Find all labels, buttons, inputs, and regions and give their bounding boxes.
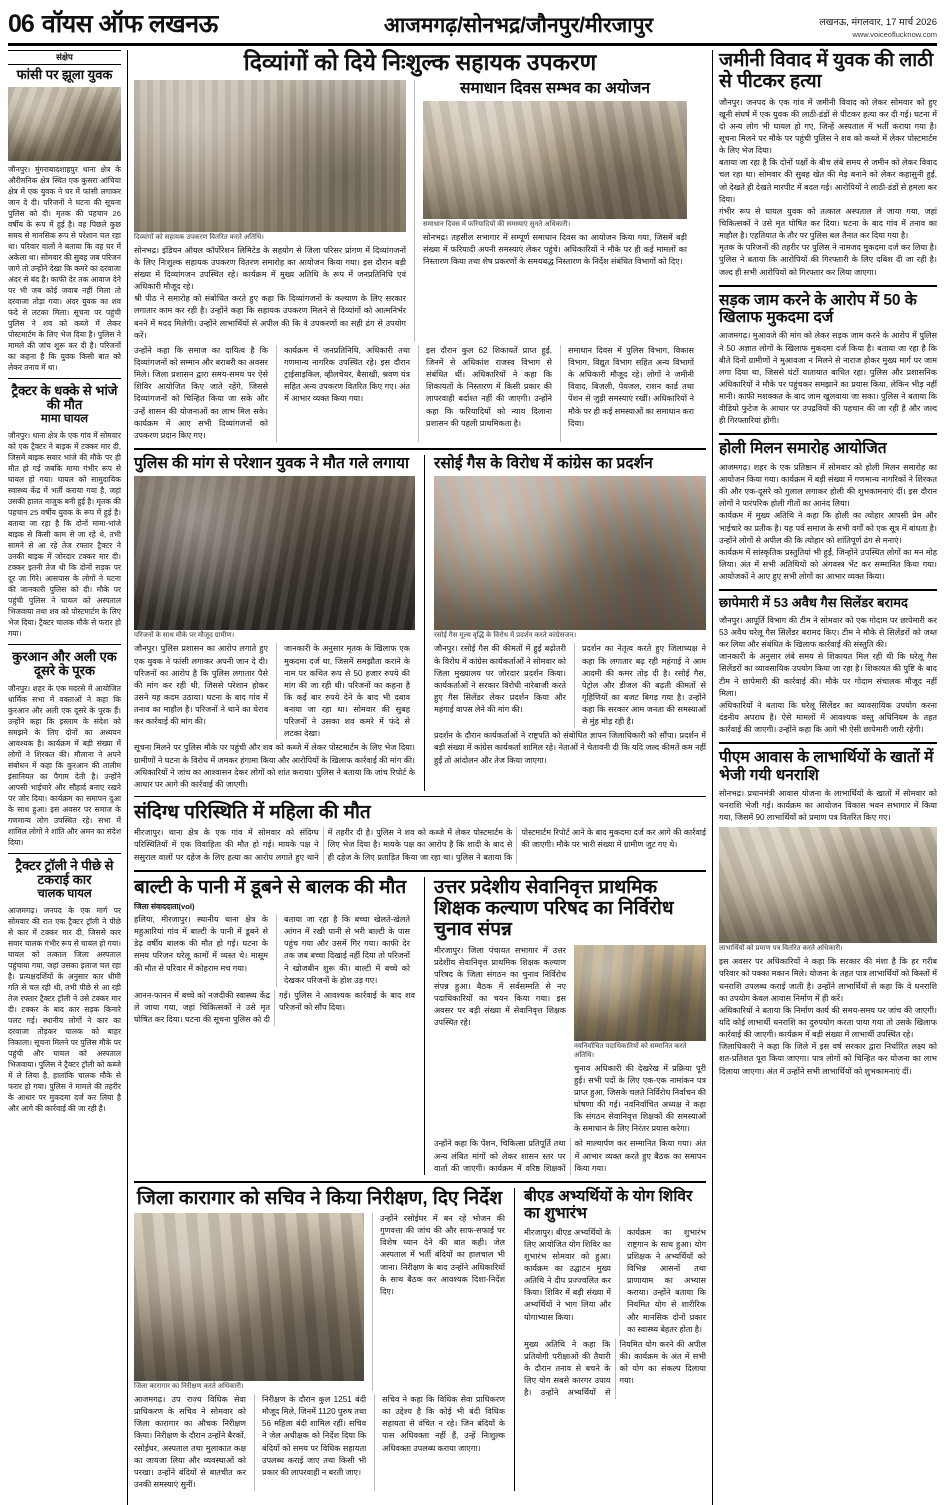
article-photo bbox=[8, 87, 121, 161]
jail-body-2: निरीक्षण के दौरान कुल 1251 बंदी मौजूद मिले, जिनमें 1120 पुरुष तथा 56 महिला बंदी शामिल रहीं। सचिव ने जेल अधीक्षक को निर्देश दिया कि बंदियों को समय पर विधिक सहायता उपलब्ध कराई जाए तथा किसी भी प्रकार की लापरवाही न बरती जाए। bbox=[262, 1395, 367, 1477]
road-body: आजमगढ़। मुआवजे की मांग को लेकर सड़क जाम करने के आरोप में पुलिस ने 50 अज्ञात लोगों के खिलाफ मुकदमा दर्ज किया है। बताया जा रहा है कि बीते दिनों ग्रामीणों ने मुआवजा न मिलने से नाराज होकर मुख्य मार्ग पर जाम लगा दिया था, जिससे घंटों यातायात बाधित रहा। पुलिस और प्रशासनिक अधिकारियों ने मौके पर पहुंचकर समझाने का प्रयास किया, लेकिन भीड़ नहीं मानी। काफी मशक्कत के बाद जाम खुलवाया जा सका। पुलिस ने बताया कि वीडियो फुटेज के आधार पर उपद्रवियों की पहचान की जा रही है और जल्द ही गिरफ्तारियां होंगी। bbox=[719, 331, 937, 426]
awas-body-3: अधिकारियों ने बताया कि निर्माण कार्य की समय-समय पर जांच की जाएगी। यदि कोई लाभार्थी धनराशि का दुरुपयोग करता पाया गया तो उसके खिलाफ कार्रवाई की जाएगी। कार्यक्रम में बड़ी संख्या में लाभार्थी उपस्थित रहे। bbox=[719, 1005, 937, 1040]
headline: ट्रैक्टर ट्रॉली ने पीछे से टकराई कार bbox=[15, 857, 114, 888]
headline: ट्रैक्टर के धक्के से भांजे की मौत bbox=[11, 382, 118, 413]
subheadline: चालक घायल bbox=[37, 887, 92, 900]
bed-body-3: मुख्य अतिथि ने कहा कि प्रतियोगी परीक्षाओं की तैयारी के दौरान तनाव से बचने के लिए योग सबसे कारगर उपाय है। उन्होंने अभ्यर्थियों से नियमित योग करने की अपील की। कार्यक्रम के अंत में सभी को योग का संकल्प दिलाया गया। bbox=[524, 1339, 706, 1398]
awas-body-4: जिलाधिकारी ने कहा कि जिले में इस वर्ष सरकार द्वारा निर्धारित लक्ष्य को शत-प्रतिशत पूरा किया जाएगा। पात्र लोगों को चिन्हित कर योजना का लाभ दिलाया जाएगा। अंत में उन्होंने सभी लाभार्थियों को शुभकामनाएं दीं। bbox=[719, 1042, 937, 1076]
bed-body-2: कार्यक्रम का शुभारंभ राष्ट्रगान के साथ हुआ। योग प्रशिक्षक ने अभ्यर्थियों को विभिन्न आसनों तथा प्राणायाम का अभ्यास कराया। उन्होंने बताया कि नियमित योग से शारीरिक और मानसिक दोनों प्रकार का स्वास्थ्य बेहतर होता है। bbox=[626, 1227, 706, 1334]
headline-bucket-drown: बाल्टी के पानी में डूबने से बालक की मौत bbox=[134, 876, 407, 898]
gas-body-3: प्रदर्शन के दौरान कार्यकर्ताओं ने राष्ट्रपति को संबोधित ज्ञापन जिलाधिकारी को सौंपा। प्रदर्शन में बड़ी संख्या में कांग्रेस कार्यकर्ता शामिल रहे। नेताओं ने चेतावनी दी कि यदि जल्द कीमतें कम नहीं हुईं तो आंदोलन और तेज किया जाएगा। bbox=[434, 731, 706, 765]
article-trolley-car bbox=[8, 859, 121, 1114]
headline-jail-inspection: जिला कारागार को सचिव ने किया निरीक्षण, दिए निर्देश bbox=[136, 1187, 503, 1209]
article-body: जौनपुर। मुंगराबादशाहपुर थाना क्षेत्र के औरीमनिक क्षेत्र स्थित एक कुसरा आंचिया क्षेत्र में एक युवक ने घर में फांसी लगाकर जान दे दी। परिजनों ने घटना की सूचना पुलिस को दी। मृतक की पहचान 26 वर्षीय के रूप में हुई है। वह पिछले कुछ समय से मानसिक रूप से परेशान चल रहा था। परिवार वालों ने बताया कि वह घर में अकेला था। सोमवार की सुबह जब परिजन जागे तो उन्होंने देखा कि कमरे का दरवाजा अंदर से बंद है। काफी देर तक आवाज देने पर भी जब कोई जवाब नहीं मिला तो दरवाजा तोड़ा गया। अंदर युवक का शव फंदे से लटका मिला। सूचना पर पहुंची पुलिस ने शव को कब्जे में लेकर पोस्टमार्टम के लिए भेज दिया है। पुलिस ने मामले की जांच शुरू कर दी है। परिजनों का कहना है कि युवक किसी बात को लेकर तनाव में था। bbox=[8, 164, 121, 372]
samadhan-body-2: इस दौरान कुल 62 शिकायतें प्राप्त हुईं, जिनमें से अधिकांश राजस्व विभाग से संबंधित थीं। अधिकारियों ने कहा कि शिकायतों के निस्तारण में किसी प्रकार की लापरवाही बर्दाश्त नहीं की जाएगी। उन्होंने कहा कि फरियादियों को न्याय दिलाना प्रशासन की पहली प्राथमिकता है। bbox=[426, 345, 552, 428]
headline: होली मिलन समारोह आयोजित bbox=[719, 440, 887, 458]
bed-body-1: मीरजापुर। बीएड अभ्यर्थियों के लिए आयोजित योग शिविर का शुभारंभ सोमवार को हुआ। कार्यक्रम का उद्घाटन मुख्य अतिथि ने दीप प्रज्ज्वलित कर किया। शिविर में बड़ी संख्या में अभ्यर्थियों ने भाग लिया और योगाभ्यास किया। bbox=[524, 1227, 611, 1322]
teacher-body-2: चुनाव अधिकारी की देखरेख में प्रक्रिया पूरी हुई। सभी पदों के लिए एक-एक नामांकन पत्र प्राप्त हुआ, जिसके चलते निर्विरोध निर्वाचन की घोषणा की गई। नवनिर्वाचित अध्यक्ष ने कहा कि संगठन सेवानिवृत्त शिक्षकों की समस्याओं के समाधान के लिए निरंतर प्रयास करेगा। bbox=[574, 1063, 706, 1134]
land-body-2: बताया जा रहा है कि दोनों पक्षों के बीच लंबे समय से जमीन को लेकर विवाद चल रहा था। सोमवार की सुबह खेत की मेड़ बनाने को लेकर कहासुनी हुई, जो देखते ही देखते मारपीट में बदल गई। आरोपियों ने लाठी-डंडों से हमला कर दिया। bbox=[719, 158, 937, 204]
police-body-3: सूचना मिलने पर पुलिस मौके पर पहुंची और शव को कब्जे में लेकर पोस्टमार्टम के लिए भेज दिया। ग्रामीणों ने घटना के विरोध में जमकर हंगामा किया और आरोपियों के खिलाफ कार्रवाई की मांग की। अधिकारियों ने जांच का आश्वासन देकर लोगों को शांत कराया। पुलिस ने बताया कि जांच रिपोर्ट के आधार पर आगे की कार्रवाई की जाएगी। bbox=[134, 743, 415, 789]
headline: सड़क जाम करने के आरोप में 50 के खिलाफ मुकदमा दर्ज bbox=[719, 291, 917, 326]
jail-body-3: उन्होंने रसोईघर में बन रहे भोजन की गुणवत्ता की जांच की और साफ-सफाई पर विशेष ध्यान देने की बात कही। जेल अस्पताल में भर्ती बंदियों का हालचाल भी जाना। निरीक्षण के बाद उन्होंने अधिकारियों के साथ बैठक कर आवश्यक दिशा-निर्देश दिए। bbox=[380, 1214, 505, 1296]
samadhan-body-1: सोनभद्र। तहसील सभागार में सम्पूर्ण समाधान दिवस का आयोजन किया गया, जिसमें बड़ी संख्या में फरियादी अपनी समस्याएं लेकर पहुंचे। अधिकारियों ने मौके पर ही कई मामलों का निस्तारण किया तथा शेष प्रकरणों के समयबद्ध निस्तारण के निर्देश संबंधित विभागों को दिए। bbox=[423, 233, 687, 267]
headline-woman-death: संदिग्ध परिस्थिति में महिला की मौत bbox=[134, 802, 371, 824]
teacher-photo bbox=[574, 945, 706, 1041]
masthead-left bbox=[8, 6, 218, 40]
cylinder-body-1: जौनपुर। आपूर्ति विभाग की टीम ने सोमवार को एक गोदाम पर छापेमारी कर 53 अवैध घरेलू गैस सिलेंडर बरामद किए। टीम ने मौके से सिलेंडरों को जब्त कर लिया और संबंधित के खिलाफ कार्रवाई की संस्तुति की। bbox=[719, 615, 937, 650]
teacher-body-1: मीरजापुर। जिला पंचायत सभागार में उत्तर प्रदेशीय सेवानिवृत्त प्राथमिक शिक्षक कल्याण परिषद के जिला संगठन का चुनाव निर्विरोध संपन्न हुआ। बैठक में सर्वसम्मति से नए पदाधिकारियों का चयन किया गया। इस अवसर पर बड़ी संख्या में सेवानिवृत्त शिक्षक उपस्थित रहे। bbox=[434, 945, 566, 1028]
lead-body-1: सोनभद्र। इंडियन ऑयल कॉर्पोरेशन लिमिटेड के सहयोग से जिला परिसर प्रांगण में दिव्यांगजनों के लिए निःशुल्क सहायक उपकरण वितरण समारोह का आयोजन किया गया। इस दौरान बड़ी संख्या में दिव्यांगजन उपस्थित रहे। कार्यक्रम में मुख्य अतिथि के रूप में जनप्रतिनिधि एवं अधिकारी मौजूद रहे। bbox=[134, 245, 406, 292]
headline: जमीनी विवाद में युवक की लाठी से पीटकर हत्या bbox=[719, 50, 934, 93]
gas-photo bbox=[434, 476, 706, 630]
subheadline: मामा घायल bbox=[40, 412, 89, 425]
cylinder-body-2: जानकारी के अनुसार लंबे समय से शिकायत मिल रही थी कि घरेलू गैस सिलेंडरों का व्यावसायिक उपयोग किया जा रहा है। शिकायत की पुष्टि के बाद टीम ने छापेमारी की कार्रवाई की। मौके पर गोदाम संचालक मौजूद नहीं मिला। bbox=[719, 652, 937, 698]
masthead-right bbox=[819, 17, 937, 40]
website-url[interactable]: www.voiceoflucknow.com bbox=[852, 29, 937, 39]
land-body-1: जौनपुर। जनपद के एक गांव में जमीनी विवाद को लेकर सोमवार को हुए खूनी संघर्ष में एक युवक की लाठी-डंडों से पीटकर हत्या कर दी गई। घटना में दो अन्य लोग भी घायल हो गए, जिन्हें अस्पताल में भर्ती कराया गया है। सूचना मिलने पर मौके पर पहुंची पुलिस ने शव को कब्जे में लेकर पोस्टमार्टम के लिए भेज दिया। bbox=[719, 97, 937, 156]
teacher-photo-caption: नवनिर्वाचित पदाधिकारियों को सम्मानित करते अतिथि। bbox=[574, 1042, 687, 1059]
article-land-dispute-murder bbox=[719, 50, 937, 279]
edition-line: आजमगढ़/सोनभद्र/जौनपुर/मीरजापुर bbox=[383, 14, 654, 37]
article-body: आजमगढ़। जनपद के एक मार्ग पर सोमवार की रात एक ट्रैक्टर ट्रॉली ने पीछे से कार में टक्कर मार दी, जिससे कार सवार चालक गंभीर रूप से घायल हो गया। घायल को तत्काल जिला अस्पताल पहुंचाया गया, जहां उसका इलाज चल रहा है। प्रत्यक्षदर्शियों के अनुसार कार धीमी गति से चल रही थी, तभी पीछे से आ रही तेज रफ्तार ट्रैक्टर ट्रॉली ने उसे टक्कर मार दी। टक्कर के बाद कार सड़क किनारे पलट गई। स्थानीय लोगों ने कार का दरवाजा तोड़कर चालक को बाहर निकाला। सूचना मिलने पर पुलिस मौके पर पहुंची और घायल को अस्पताल भिजवाया। पुलिस ने ट्रैक्टर ट्रॉली को कब्जे में ले लिया है, हालांकि चालक मौके से फरार हो गया। पुलिस ने मामले की तहरीर के आधार पर मुकदमा दर्ज कर लिया है और आगे की कार्रवाई की जा रही है। bbox=[8, 905, 121, 1113]
land-body-3: गंभीर रूप से घायल युवक को तत्काल अस्पताल ले जाया गया, जहां चिकित्सकों ने उसे मृत घोषित कर दिया। घटना के बाद गांव में तनाव का माहौल है। एहतियात के तौर पर पुलिस बल तैनात कर दिया गया है। bbox=[719, 206, 937, 241]
article-holi-milan bbox=[719, 440, 937, 583]
jail-photo bbox=[134, 1213, 364, 1381]
bucket-body-3: आनन-फानन में बच्चे को नजदीकी स्वास्थ्य केंद्र ले जाया गया, जहां चिकित्सकों ने उसे मृत घोषित कर दिया। घटना की सूचना पुलिस को दी गई। पुलिस ने आवश्यक कार्रवाई के बाद शव परिजनों को सौंप दिया। bbox=[134, 990, 415, 1025]
samadhan-body-3: समाधान दिवस में पुलिस विभाग, विकास विभाग, विद्युत विभाग सहित अन्य विभागों के अधिकारी मौजूद रहे। लोगों ने जमीनी विवाद, बिजली, पेयजल, राशन कार्ड तथा पेंशन से जुड़ी समस्याएं रखीं। अधिकारियों ने मौके पर ही कई समस्याओं का समाधान करा दिया। bbox=[568, 345, 694, 428]
article-hanging-youth bbox=[8, 68, 121, 373]
column-left bbox=[8, 50, 128, 1505]
police-photo bbox=[134, 476, 415, 630]
lead-photo bbox=[134, 80, 406, 232]
paper-name: वॉयस ऑफ लखनऊ bbox=[41, 10, 218, 38]
article-body: जौनपुर। शहर के एक मदरसे में आयोजित धार्मिक सभा में वक्ताओं ने कहा कि कुरआन और अली एक दूसरे के पूरक हैं। उन्होंने कहा कि इस्लाम के संदेश को समझने के लिए दोनों का अध्ययन आवश्यक है। कार्यक्रम में बड़ी संख्या में लोगों ने शिरकत की। मौलाना ने अपने संबोधन में कहा कि कुरआन की तालीम इंसानियत का पैगाम देती है। उन्होंने आपसी भाईचारे और सौहार्द बनाए रखने पर जोर दिया। कार्यक्रम का समापन दुआ के साथ हुआ। इस अवसर पर समाज के गणमान्य लोग उपस्थित रहे। सभा में शामिल लोगों ने शांति और अमन का संदेश दिया। bbox=[8, 683, 121, 847]
masthead bbox=[8, 6, 937, 46]
headline: फांसी पर झूला युवक bbox=[16, 67, 113, 82]
article-body: जौनपुर। थाना क्षेत्र के एक गांव में सोमवार को एक ट्रैक्टर ने बाइक में टक्कर मार दी, जिसमें बाइक सवार भांजे की मौके पर ही मौत हो गई जबकि मामा गंभीर रूप से घायल हो गया। घायल को सामुदायिक स्वास्थ्य केंद्र में भर्ती कराया गया है, जहां उसकी हालत नाजुक बनी हुई है। मृतक की पहचान 25 वर्षीय युवक के रूप में हुई है। बताया जा रहा है कि दोनों मामा-भांजे बाइक से किसी काम से जा रहे थे, तभी सामने से आ रहे तेज रफ्तार ट्रैक्टर ने उनकी बाइक में जोरदार टक्कर मार दी। टक्कर इतनी तेज थी कि दोनों सड़क पर दूर जा गिरे। आसपास के लोगों ने घटना की जानकारी पुलिस को दी। मौके पर पहुंची पुलिस ने घायल को अस्पताल भिजवाया तथा शव को पोस्टमार्टम के लिए भेज दिया। ट्रैक्टर चालक मौके से फरार हो गया। bbox=[8, 430, 121, 638]
awas-body-2: इस अवसर पर अधिकारियों ने कहा कि सरकार की मंशा है कि हर गरीब परिवार को पक्का मकान मिले। योजना के तहत पात्र लाभार्थियों को किस्तों में धनराशि उपलब्ध कराई जाती है। उन्होंने लाभार्थियों से कहा कि वे धनराशि का उपयोग केवल आवास निर्माण में ही करें। bbox=[719, 957, 937, 1003]
headline: दिव्यांगों को दिये निःशुल्क सहायक उपकरण bbox=[243, 49, 597, 75]
awas-photo-caption: लाभार्थियों को प्रमाण पत्र वितरित करते अधिकारी। bbox=[719, 945, 843, 953]
headline-teacher-council: उत्तर प्रदेशीय सेवानिवृत्त प्राथमिक शिक्षक कल्याण परिषद का निर्विरोध चुनाव संपन्न bbox=[434, 876, 674, 941]
article-quran-ali bbox=[8, 650, 121, 848]
lead-body-3: उन्होंने कहा कि समाज का दायित्व है कि दिव्यांगजनों को सम्मान और बराबरी का अवसर मिले। जिला प्रशासन द्वारा समय-समय पर ऐसे शिविर आयोजित किए जाते रहेंगे, जिससे दिव्यांगजनों को चिन्हित किया जा सके और उन्हें शासन की योजनाओं का लाभ मिल सके। कार्यक्रम में आए सभी दिव्यांगजनों को उपकरण प्रदान किए गए। bbox=[134, 345, 268, 440]
page-grid bbox=[8, 50, 937, 1505]
gas-body-2: प्रदर्शन का नेतृत्व करते हुए जिलाध्यक्ष ने कहा कि लगातार बढ़ रही महंगाई ने आम आदमी की कमर तोड़ दी है। रसोई गैस, पेट्रोल और डीजल की बढ़ती कीमतों से गृहिणियों का बजट बिगड़ गया है। उन्होंने कहा कि सरकार आम जनता की समस्याओं से मुंह मोड़ रही है। bbox=[581, 644, 706, 727]
column-main bbox=[128, 50, 713, 1505]
lead-photo-caption: दिव्यांगों को सहायक उपकरण वितरित करते अतिथि। bbox=[134, 233, 264, 241]
land-body-4: मृतक के परिजनों की तहरीर पर पुलिस ने नामजद मुकदमा दर्ज कर लिया है। पुलिस ने बताया कि आरोपियों की गिरफ्तारी के लिए दबिश दी जा रही है। जल्द ही सभी आरोपियों को गिरफ्तार कर लिया जाएगा। bbox=[719, 243, 937, 277]
headline: कुरआन और अली एक दूसरे के पूरक bbox=[12, 648, 117, 679]
awas-photo bbox=[719, 827, 937, 943]
headline: पीएम आवास के लाभार्थियों के खातों में भेजी गयी धनराशि bbox=[719, 749, 934, 784]
article-pm-awas-funds bbox=[719, 749, 937, 1078]
article-road-block-case bbox=[719, 292, 937, 428]
bucket-byline: जिला संवाददाता(vol) bbox=[134, 902, 195, 911]
jail-body-4: सचिव ने कहा कि विधिक सेवा प्राधिकरण का उद्देश्य है कि कोई भी बंदी विधिक सहायता से वंचित न रहे। जिन बंदियों के पास अधिवक्ता नहीं हैं, उन्हें निःशुल्क अधिवक्ता उपलब्ध कराया जाएगा। bbox=[382, 1395, 505, 1453]
article-woman-death bbox=[134, 802, 706, 864]
brief-kicker: संक्षेप bbox=[8, 50, 121, 65]
police-body-1: जौनपुर। पुलिस प्रशासन का आरोप लगाते हुए एक युवक ने फांसी लगाकर अपनी जान दे दी। परिजनों का आरोप है कि पुलिस लगातार पैसे की मांग कर रही थी, जिससे परेशान होकर उसने यह कदम उठाया। घटना के बाद गांव में तनाव का माहौल है। परिजनों ने थाने का घेराव कर कार्रवाई की मांग की। bbox=[134, 644, 268, 727]
police-photo-caption: परिजनों के साथ मौके पर मौजूद ग्रामीण। bbox=[134, 632, 235, 640]
teacher-body-3: उन्होंने कहा कि पेंशन, चिकित्सा प्रतिपूर्ति तथा अन्य लंबित मांगों को लेकर शासन स्तर पर वार्ता की जाएगी। कार्यक्रम में वरिष्ठ शिक्षकों को माल्यार्पण कर सम्मानित किया गया। अंत में आभार व्यक्त करते हुए बैठक का समापन किया गया। bbox=[434, 1139, 706, 1173]
place-date: लखनऊ, मंगलवार, 17 मार्च 2026 bbox=[819, 17, 937, 29]
jail-body-1: आजमगढ़। उप राज्य विधिक सेवा प्राधिकरण के सचिव ने सोमवार को जिला कारागार का औचक निरीक्षण किया। निरीक्षण के दौरान उन्होंने बैरकों, रसोईघर, अस्पताल तथा मुलाकात कक्ष का जायजा लिया और व्यवस्थाओं को परखा। उन्होंने बंदियों से बातचीत कर उनकी समस्याएं सुनीं। bbox=[134, 1395, 247, 1490]
cylinder-body-3: अधिकारियों ने बताया कि घरेलू सिलेंडर का व्यावसायिक उपयोग करना दंडनीय अपराध है। ऐसे मामलों में आवश्यक वस्तु अधिनियम के तहत कार्रवाई की जाएगी। उन्होंने कहा कि आगे भी ऐसी छापेमारी जारी रहेगी। bbox=[719, 700, 937, 735]
samadhan-photo bbox=[423, 101, 687, 219]
headline-bed-yoga: बीएड अभ्यर्थियों के योग शिविर का शुभारंभ bbox=[524, 1187, 693, 1223]
headline-police-suicide: पुलिस की मांग से परेशान युवक ने मौत गले लगाया bbox=[134, 455, 409, 472]
article-tractor-death bbox=[8, 384, 121, 639]
gas-photo-caption: रसोई गैस मूल्य वृद्धि के विरोध में प्रदर्शन करते कांग्रेसजन। bbox=[434, 632, 577, 640]
article-divyang-equipment bbox=[134, 50, 706, 442]
samadhan-photo-caption: समाधान दिवस में फरियादियों की समस्याएं सुनते अधिकारी। bbox=[423, 221, 571, 229]
holi-body-1: आजमगढ़। शहर के एक प्रतिष्ठान में सोमवार को होली मिलन समारोह का आयोजन किया गया। कार्यक्रम में बड़ी संख्या में गणमान्य नागरिकों ने शिरकत की और एक-दूसरे को गुलाल लगाकर होली की शुभकामनाएं दीं। इस दौरान लोगों ने पारंपरिक होली गीतों का आनंद लिया। bbox=[719, 462, 937, 509]
page-number: 06 bbox=[8, 10, 34, 38]
bucket-body-1: हलिया, मीरजापुर। स्थानीय थाना क्षेत्र के महुआरियां गांव में बाल्टी के पानी में डूबने से डेढ़ वर्षीय बालक की मौत हो गई। घटना के समय परिजन घरेलू कामों में व्यस्त थे। मासूम की मौत से परिवार में कोहराम मच गया। bbox=[134, 915, 268, 973]
lead-body-2: श्री पीठ ने समारोह को संबोधित करते हुए कहा कि दिव्यांगजनों के कल्याण के लिए सरकार लगातार काम कर रही है। उन्होंने कहा कि सहायक उपकरण मिलने से दिव्यांगों को आत्मनिर्भर बनने में मदद मिलेगी। उन्होंने लाभार्थियों से अपील की कि वे उपकरणों का सही ढंग से उपयोग करें। bbox=[134, 294, 406, 340]
police-body-2: जानकारी के अनुसार मृतक के खिलाफ एक मुकदमा दर्ज था, जिसमें समझौता कराने के नाम पर कथित रूप से 50 हजार रुपये की मांग की जा रही थी। परिजनों का कहना है कि कई बार रुपये देने के बाद भी दबाव बनाया जा रहा था। सोमवार की सुबह परिजनों ने उसका शव कमरे में फंदे से लटका देखा। bbox=[284, 644, 410, 739]
holi-body-3: कार्यक्रम में सांस्कृतिक प्रस्तुतियां भी हुईं, जिन्होंने उपस्थित लोगों का मन मोह लिया। अंत में सभी अतिथियों को अंगवस्त्र भेंट कर सम्मानित किया गया। आयोजकों ने आए हुए सभी लोगों का आभार व्यक्त किया। bbox=[719, 547, 937, 582]
column-right bbox=[713, 50, 937, 1505]
lead-body-4: कार्यक्रम में जनप्रतिनिधि, अधिकारी तथा गणमान्य नागरिक उपस्थित रहे। इस दौरान ट्राईसाइकिल, व्हीलचेयर, बैसाखी, श्रवण यंत्र सहित अन्य उपकरण वितरित किए गए। अंत में आभार व्यक्त किया गया। bbox=[284, 345, 410, 404]
headline-samadhan: समाधान दिवस सम्भव का अयोजन bbox=[460, 79, 650, 97]
holi-body-2: कार्यक्रम में मुख्य अतिथि ने कहा कि होली का त्योहार आपसी प्रेम और भाईचारे का प्रतीक है। यह पर्व समाज के सभी वर्गों को एक सूत्र में बांधता है। उन्होंने लोगों से अपील की कि त्योहार को शांतिपूर्ण ढंग से मनाएं। bbox=[719, 511, 937, 545]
headline-gas-protest: रसोई गैस के विरोध में कांग्रेस का प्रदर्शन bbox=[434, 455, 653, 472]
headline: छापेमारी में 53 अवैध गैस सिलेंडर बरामद bbox=[719, 595, 908, 611]
woman-death-body: मीरजापुर। थाना क्षेत्र के एक गांव में सोमवार को संदिग्ध परिस्थितियों में एक विवाहिता की मौत हो गई। मायके पक्ष ने ससुराल वालों पर दहेज के लिए हत्या का आरोप लगाते हुए थाने में तहरीर दी है। पुलिस ने शव को कब्जे में लेकर पोस्टमार्टम के लिए भेज दिया है। मायके पक्ष का आरोप है कि शादी के बाद से ही दहेज के लिए प्रताड़ित किया जा रहा था। पुलिस ने बताया कि पोस्टमार्टम रिपोर्ट आने के बाद मुकदमा दर्ज कर आगे की कार्रवाई की जाएगी। मौके पर भारी संख्या में ग्रामीण जुट गए थे। bbox=[134, 828, 706, 862]
article-illegal-cylinders bbox=[719, 596, 937, 736]
jail-photo-caption: जिला कारागार का निरीक्षण करते अधिकारी। bbox=[134, 1383, 244, 1391]
awas-body-1: सोनभद्र। प्रधानमंत्री आवास योजना के लाभार्थियों के खातों में सोमवार को धनराशि भेजी गई। कार्यक्रम का आयोजन विकास भवन सभागार में किया गया, जिसमें 90 लाभार्थियों को प्रमाण पत्र वितरित किए गए। bbox=[719, 788, 937, 823]
bucket-body-2: बताया जा रहा है कि बच्चा खेलते-खेलते आंगन में रखी पानी से भरी बाल्टी के पास पहुंच गया और उसमें गिर गया। काफी देर तक जब बच्चा दिखाई नहीं दिया तो परिजनों ने खोजबीन शुरू की। बाल्टी में बच्चे को देखकर परिजनों के होश उड़ गए। bbox=[284, 915, 410, 985]
gas-body-1: जौनपुर। रसोई गैस की कीमतों में हुई बढ़ोतरी के विरोध में कांग्रेस कार्यकर्ताओं ने सोमवार को जिला मुख्यालय पर जोरदार प्रदर्शन किया। कार्यकर्ताओं ने सरकार विरोधी नारेबाजी करते हुए गैस सिलेंडर लेकर प्रदर्शन किया और महंगाई वापस लेने की मांग की। bbox=[434, 644, 566, 715]
